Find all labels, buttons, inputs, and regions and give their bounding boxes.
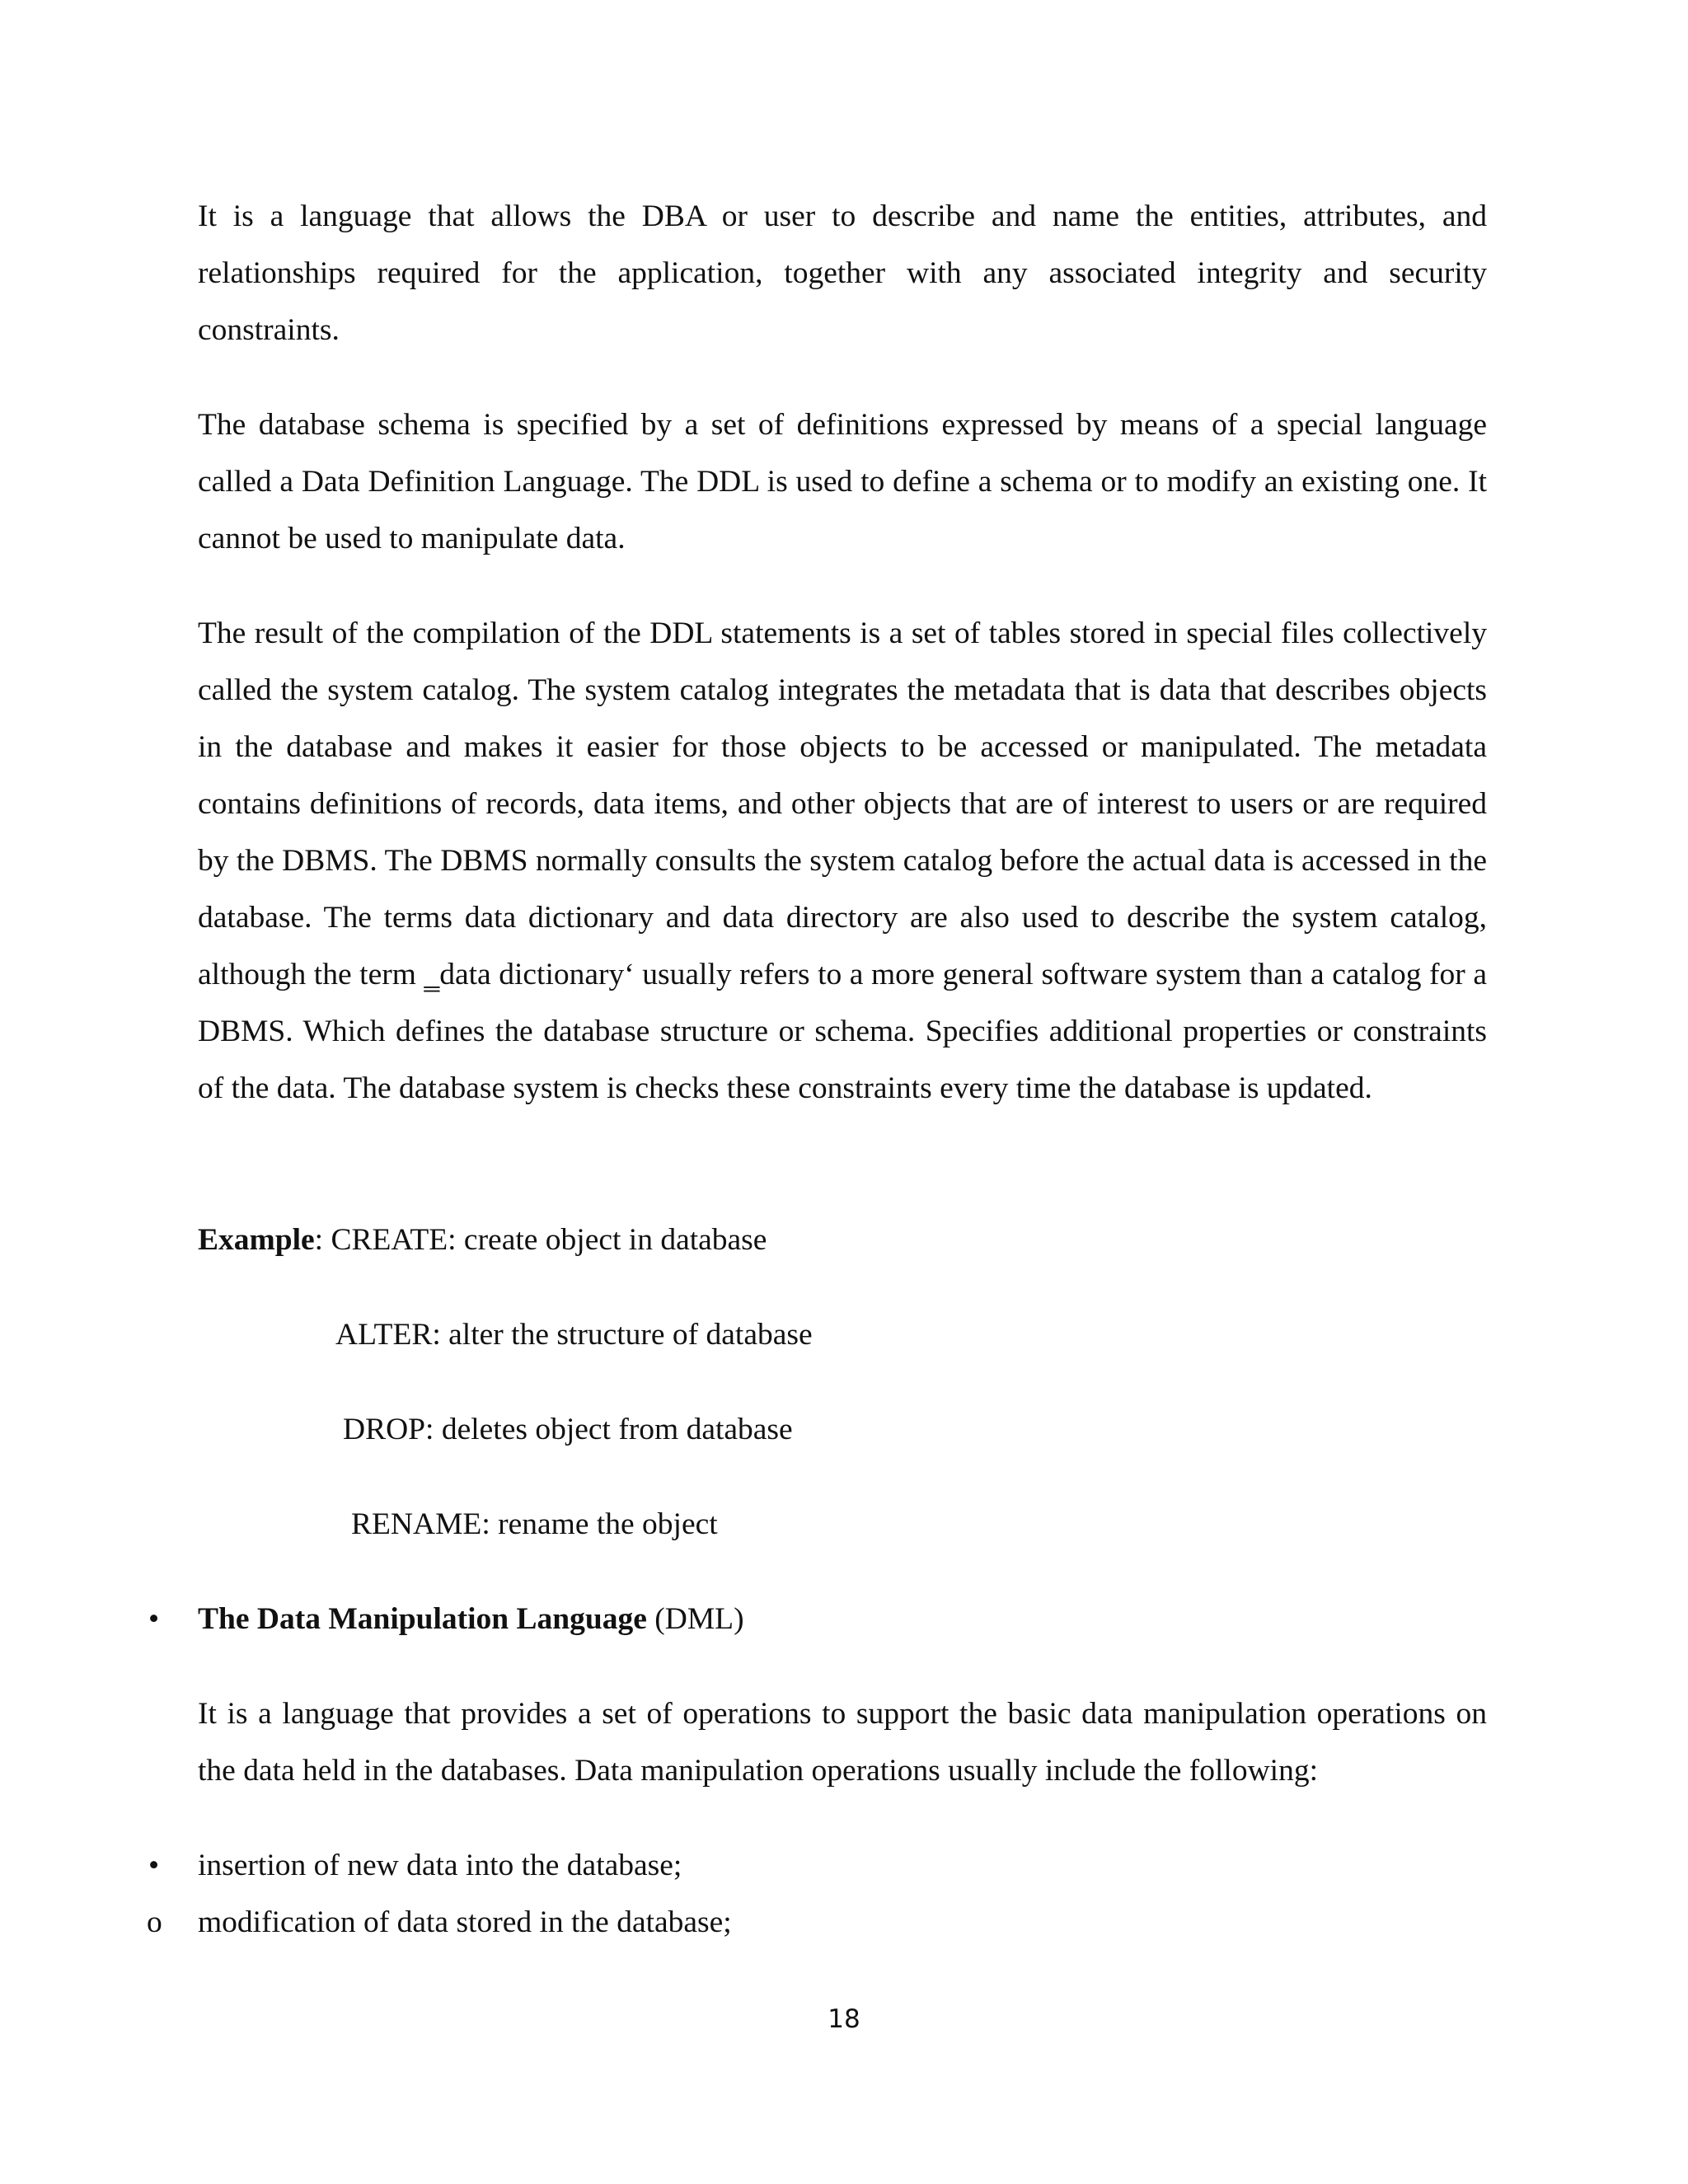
circle-bullet-marker: o xyxy=(147,1905,162,1939)
dml-heading-abbrev: (DML) xyxy=(646,1602,744,1636)
example-drop-line: DROP: deletes object from database xyxy=(343,1413,793,1446)
paragraph-ddl-definition: It is a language that allows the DBA or user to describe and name the entities, attributes, and relationships required for the application, together with any associated integrity and security constraints. xyxy=(198,199,1487,347)
bullet-marker: • xyxy=(148,1602,160,1636)
paragraph-database-schema: The database schema is specified by a set of definitions expressed by means of a special language called a Data Definition Language. The DDL is used to define a schema or to modify an existing one. It cannot be used to manipulate data. xyxy=(198,408,1487,555)
list-item: modification of data stored in the database; xyxy=(198,1905,732,1939)
list-item: insertion of new data into the database; xyxy=(198,1849,682,1882)
example-create-line xyxy=(198,1212,767,1268)
bullet-marker: • xyxy=(148,1849,160,1882)
dml-heading-bold: The Data Manipulation Language xyxy=(198,1602,647,1636)
page-number: 18 xyxy=(828,2004,860,2034)
example-create-text: : CREATE: create object in database xyxy=(314,1223,767,1257)
paragraph-system-catalog: The result of the compilation of the DDL statements is a set of tables stored in special files collectively called the system catalog. The system catalog integrates the metadata that is data that describes objects in the database and makes it easier for those objects to be accessed or manipulated. The metadata contains definitions of records, data items, and other objects that are of interest to users or are required by the DBMS. The DBMS normally consults the system catalog before the actual data is accessed in the database. The terms data dictionary and data directory are also used to describe the system catalog, although the term ‗data dictionary‘ usually refers to a more general software system than a catalog for a DBMS. Which defines the database structure or schema. Specifies additional properties or constraints of the data. The database system is checks these constraints every time the database is updated. xyxy=(198,616,1487,1105)
example-rename-line: RENAME: rename the object xyxy=(351,1507,718,1541)
example-alter-line: ALTER: alter the structure of database xyxy=(335,1318,813,1352)
dml-heading xyxy=(198,1591,744,1647)
example-label: Example xyxy=(198,1223,315,1257)
paragraph-dml-description: It is a language that provides a set of operations to support the basic data manipulation operations on the data held in the databases. Data manipulation operations usually include the following: xyxy=(198,1697,1487,1788)
